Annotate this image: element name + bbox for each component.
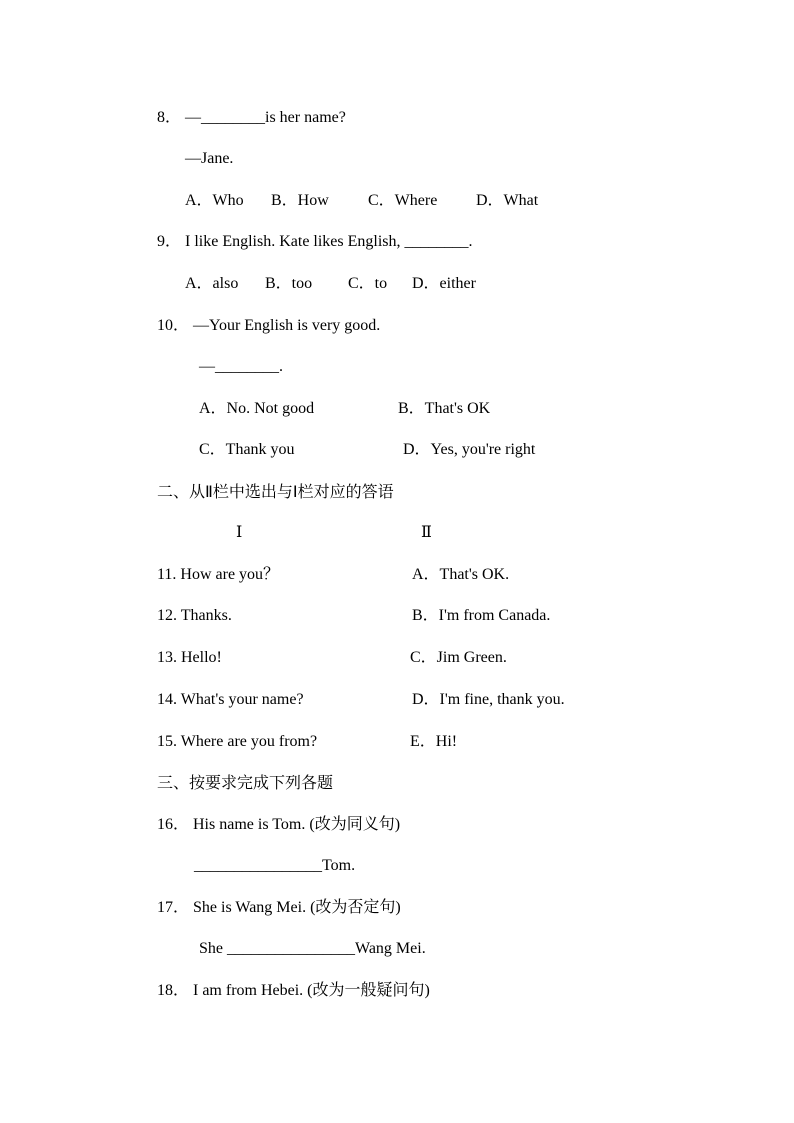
match-left-13: 13. Hello! — [157, 649, 222, 666]
q17-prompt: 17． She is Wang Mei. (改为否定句) — [157, 899, 401, 916]
match-right-c: C．Jim Green. — [410, 649, 507, 666]
match-right-b: B．I'm from Canada. — [412, 607, 551, 624]
q8-option-b: B．How — [271, 192, 329, 209]
q16-answer: ________________Tom. — [194, 857, 356, 874]
column-2-header: Ⅱ — [421, 524, 432, 541]
q10-option-a: A．No. Not good — [199, 400, 315, 417]
q16-prompt: 16． His name is Tom. (改为同义句) — [157, 816, 401, 833]
q10-option-d: D．Yes, you're right — [403, 441, 536, 458]
q8-option-a: A．Who — [185, 192, 244, 209]
q10-answer: —________. — [199, 358, 283, 375]
match-left-14: 14. What's your name? — [157, 691, 304, 708]
match-left-12: 12. Thanks. — [157, 607, 232, 624]
q9-option-a: A．also — [185, 275, 239, 292]
q18-prompt: 18． I am from Hebei. (改为一般疑问句) — [157, 982, 430, 999]
q8-option-d: D．What — [476, 192, 539, 209]
section3-heading: 三、按要求完成下列各题 — [157, 773, 334, 792]
q9-option-d: D．either — [412, 275, 476, 292]
match-right-e: E．Hi! — [410, 733, 458, 750]
q9-option-c: C．to — [348, 275, 388, 292]
q9-prompt: 9． I like English. Kate likes English, ________. — [157, 233, 473, 250]
q10-option-c: C．Thank you — [199, 441, 295, 458]
section2-heading: 二、从Ⅱ栏中选出与Ⅰ栏对应的答语 — [157, 482, 394, 501]
match-left-15: 15. Where are you from? — [157, 733, 318, 750]
q9-option-b: B．too — [265, 275, 313, 292]
column-1-header: Ⅰ — [236, 524, 243, 541]
q17-answer: She ________________Wang Mei. — [199, 940, 426, 957]
match-right-a: A．That's OK. — [412, 566, 510, 583]
q10-option-b: B．That's OK — [398, 400, 491, 417]
match-left-11: 11. How are you？ — [157, 566, 280, 583]
q10-prompt: 10． —Your English is very good. — [157, 317, 381, 334]
q8-answer: —Jane. — [185, 150, 234, 167]
q8-prompt: 8． —________is her name? — [157, 109, 346, 126]
q8-option-c: C．Where — [368, 192, 438, 209]
match-right-d: D．I'm fine, thank you. — [412, 691, 565, 708]
